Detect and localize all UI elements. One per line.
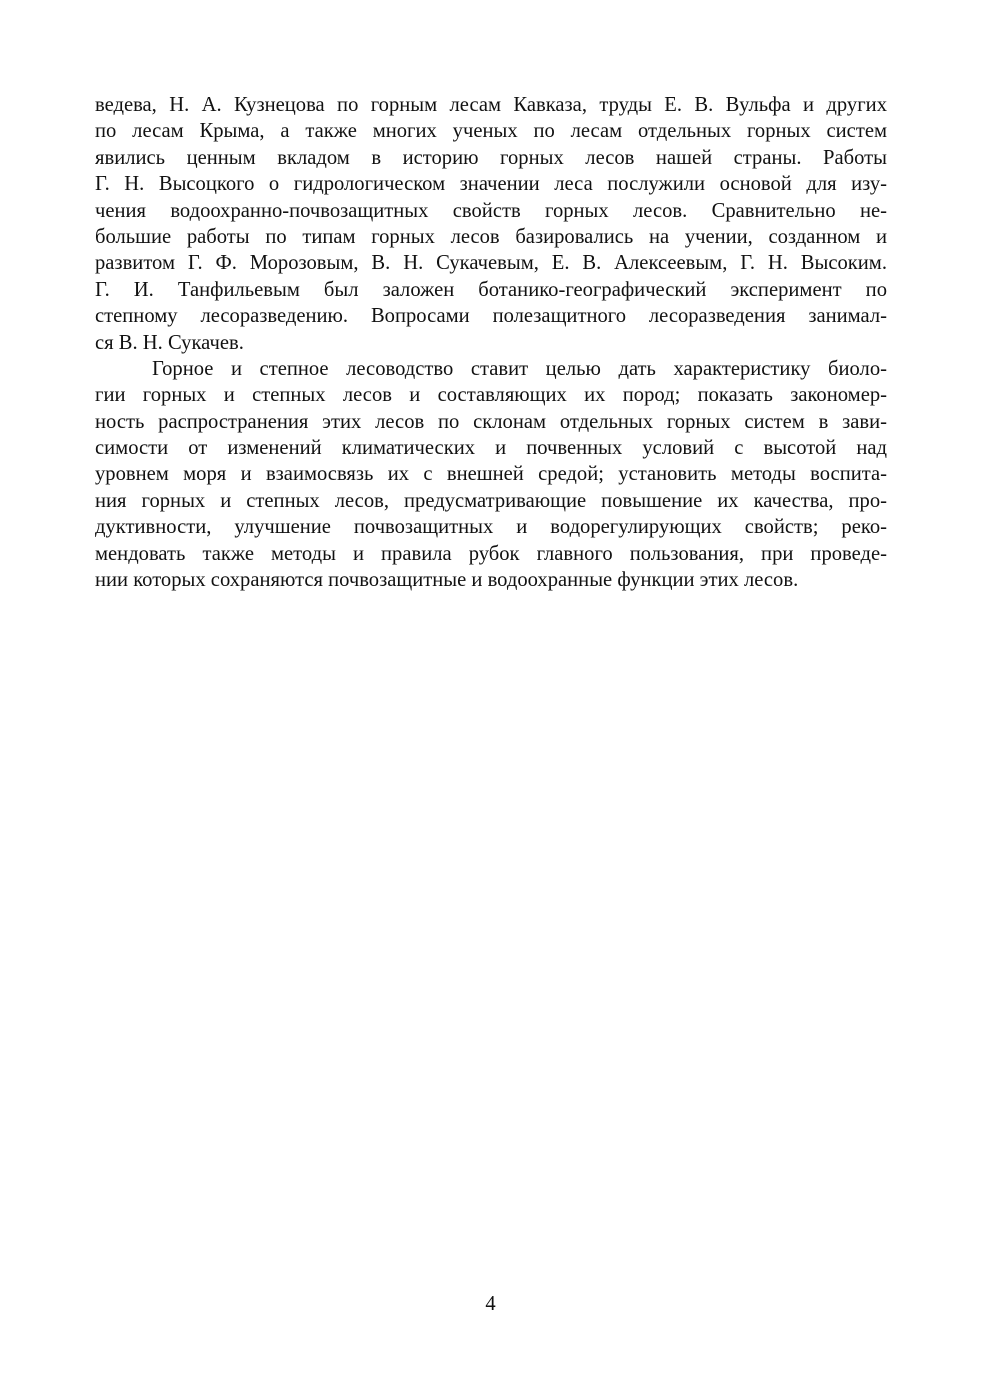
paragraph-1-line: явились ценным вкладом в историю горных лесов нашей страны. Работы bbox=[95, 146, 887, 169]
paragraph-2-line: ность распространения этих лесов по склонам отдельных горных систем в зави- bbox=[95, 410, 887, 433]
paragraph-1 bbox=[95, 92, 887, 356]
body-text bbox=[95, 92, 887, 593]
paragraph-2 bbox=[95, 356, 887, 594]
paragraph-1-line: развитом Г. Ф. Морозовым, В. Н. Сукачевым, Е. В. Алексеевым, Г. Н. Высоким. bbox=[95, 252, 887, 275]
paragraph-1-line: ся В. Н. Сукачев. bbox=[95, 331, 244, 354]
paragraph-1-line: Г. И. Танфильевым был заложен ботанико-географический эксперимент по bbox=[95, 278, 887, 301]
paragraph-1-line: по лесам Крыма, а также многих ученых по лесам отдельных горных систем bbox=[95, 120, 887, 143]
paragraph-2-line: дуктивности, улучшение почвозащитных и водорегулирующих свойств; реко- bbox=[95, 516, 887, 539]
page-number: 4 bbox=[485, 1293, 496, 1315]
paragraph-2-line: нии которых сохраняются почвозащитные и водоохранные функции этих лесов. bbox=[95, 569, 799, 592]
paragraph-1-line: Г. Н. Высоцкого о гидрологическом значении леса послужили основой для изу- bbox=[95, 173, 887, 196]
paragraph-2-line: симости от изменений климатических и почвенных условий с высотой над bbox=[95, 437, 887, 460]
paragraph-1-line: степному лесоразведению. Вопросами полезащитного лесоразведения занимал- bbox=[95, 305, 887, 328]
paragraph-2-line: мендовать также методы и правила рубок главного пользования, при проведе- bbox=[95, 542, 887, 565]
paragraph-2-line: гии горных и степных лесов и составляющих их пород; показать закономер- bbox=[95, 384, 887, 407]
paragraph-1-line: большие работы по типам горных лесов базировались на учении, созданном и bbox=[95, 225, 887, 248]
paragraph-1-line: ведева, Н. А. Кузнецова по горным лесам Кавказа, труды Е. В. Вульфа и других bbox=[95, 94, 887, 116]
paragraph-2-line: ния горных и степных лесов, предусматривающие повышение их качества, про- bbox=[95, 489, 887, 512]
paragraph-1-line: чения водоохранно-почвозащитных свойств горных лесов. Сравнительно не- bbox=[95, 199, 887, 222]
paragraph-2-line: уровнем моря и взаимосвязь их с внешней средой; установить методы воспита- bbox=[95, 463, 887, 486]
paragraph-2-line: Горное и степное лесоводство ставит целью дать характеристику биоло- bbox=[152, 357, 887, 380]
